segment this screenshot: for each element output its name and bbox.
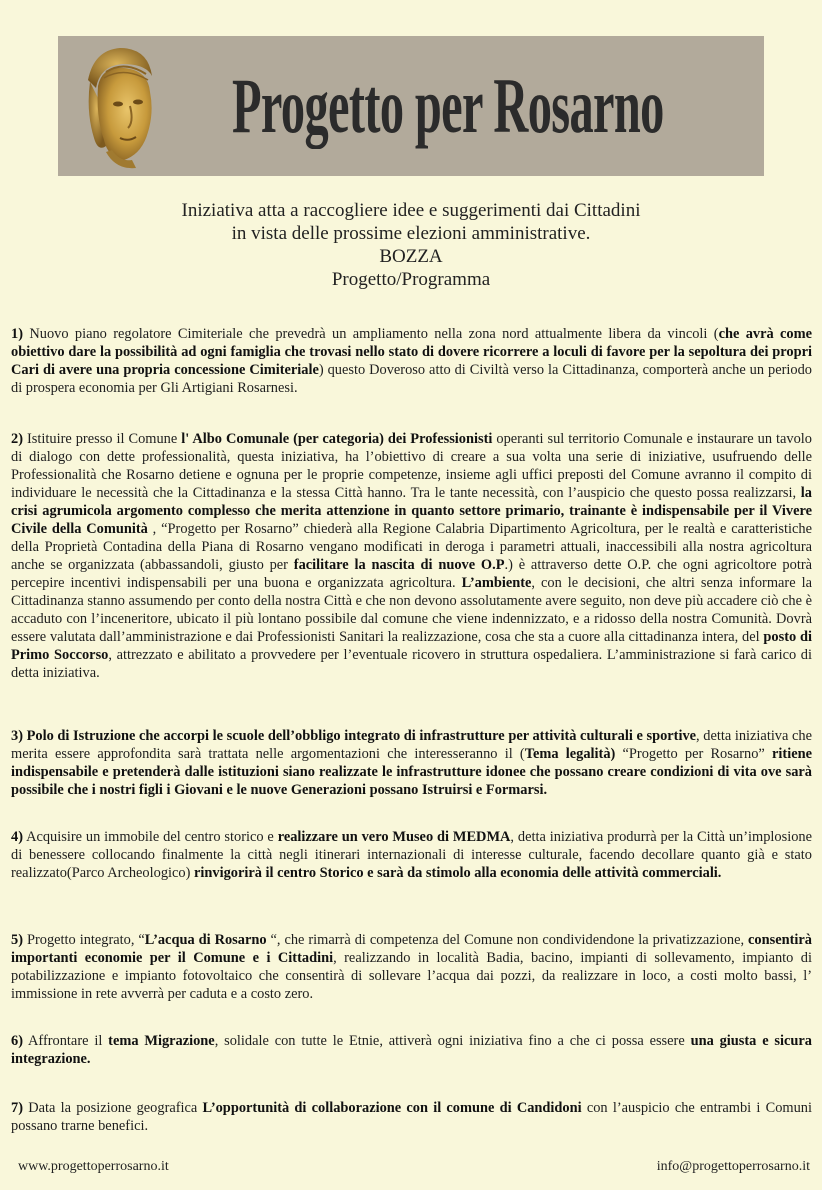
emphasis-text: la crisi agrumicola argomento complesso che merita attenzione in quanto settore primario, trainante è indispensabile per il Vivere Civile della Comunità <box>11 485 812 537</box>
body-text: , detta iniziativa che merita essere approfondita sarà trattata nelle argomentazioni che interesseranno il ( <box>11 728 812 762</box>
emphasis-text: l' Albo Comunale (per categoria) dei Professionisti <box>181 431 493 447</box>
body-text: , solidale con tutte le Etnie, attiverà ogni iniziativa fino a che ci possa essere <box>214 1033 691 1049</box>
emphasis-text: L’acqua di Rosarno <box>144 932 267 948</box>
emphasis-text: 4) <box>11 829 23 845</box>
emphasis-text: rinvigorirà il centro Storico e sarà da stimolo alla economia delle attività commerciali. <box>194 865 722 881</box>
body-text: ) questo Doveroso atto di Civiltà verso la Cittadinanza, comporterà anche un periodo di prospera economia per Gli Artigiani Rosarnesi. <box>11 362 812 396</box>
emphasis-text: ritiene indispensabile e pretenderà dalle istituzioni siano realizzate le infrastrutture idonee che possano creare condizioni di vita ove sarà possibile che i nostri figli i Giovani e le nuove Generazioni possano Istruirsi e Formarsi. <box>11 746 812 798</box>
program-point-7 <box>11 1099 812 1135</box>
body-text: Acquisire un immobile del centro storico e <box>23 829 278 845</box>
emphasis-text: 5) <box>11 932 23 948</box>
body-text: , con le decisioni, che altri senza informare la Cittadinanza stanno assumendo per conto della nostra Città e che non devono assolutamente avere seguito, non deve più accadere ciò che è accaduto con l’inceneritore, ubicato il più lontano possibile dal comune che viene indennizzato, e a ridosso della nostra Comunità. Dovrà essere valutata dall’amministrazione e dai Professionisti Sanitari la realizzazione, cosa che sta a cuore alla cittadinanza intera, del <box>11 575 812 645</box>
emphasis-text: 1) <box>11 326 23 342</box>
program-point-2 <box>11 430 812 682</box>
website-link[interactable]: www.progettoperrosarno.it <box>18 1159 169 1174</box>
emphasis-text: 3) Polo di Istruzione che accorpi le scuole dell’obbligo integrato di infrastrutture per attività culturali e sportive <box>11 728 697 744</box>
body-text: , realizzando in località Badia, bacino, impianti di sollevamento, impianto di potabilizzazione e impianto fotovoltaico che consentirà di sollevare l’acqua dai pozzi, da realizzare in loco, a costi molto bassi, l’ immissione in rete avverrà per caduta e a costo zero. <box>11 950 813 1002</box>
emphasis-text: che avrà come obiettivo dare la possibilità ad ogni famiglia che trovasi nello stato di dovere ricorrere a loculi di favore per la sepoltura dei propri Cari di avere una propria concessione Cimiteriale <box>11 326 812 378</box>
draft-label: BOZZA <box>379 246 443 267</box>
header-banner <box>58 36 764 176</box>
program-point-4 <box>11 828 812 882</box>
body-text: Nuovo piano regolatore Cimiteriale che prevedrà un ampliamento nella zona nord attualmente libera da vincoli ( <box>23 326 719 342</box>
emphasis-text: una giusta e sicura integrazione. <box>11 1033 813 1067</box>
email-link[interactable]: info@progettoperrosarno.it <box>656 1159 810 1174</box>
emphasis-text: 6) <box>11 1033 23 1049</box>
site-title: Progetto per Rosarno <box>232 62 664 149</box>
emphasis-text: L’ambiente <box>461 575 532 591</box>
program-point-5 <box>11 931 812 1003</box>
body-text: Istituire presso il Comune <box>23 431 182 447</box>
body-text: , “Progetto per Rosarno” chiederà alla Regione Calabria Dipartimento Agricoltura, per le realtà e caratteristiche della Proprietà Contadina della Piana di Rosarno vengano modificati in deroga i parametri attuali, inaccessibili alla nostra agricoltura anche se organizzata (abbassandoli, giusto per <box>11 521 812 573</box>
intro-line: Iniziativa atta a raccogliere idee e suggerimenti dai Cittadini <box>181 200 641 221</box>
emphasis-text: Tema legalità) <box>524 746 616 762</box>
program-point-3 <box>11 727 812 799</box>
body-text: Progetto integrato, “ <box>23 932 145 948</box>
emphasis-text: consentirà importanti economie per il Comune e i Cittadini <box>11 932 812 966</box>
intro-line: in vista delle prossime elezioni amministrative. <box>231 223 591 244</box>
body-text: Affrontare il <box>23 1033 109 1049</box>
emphasis-text: L’opportunità di collaborazione con il comune di Candidoni <box>202 1100 582 1116</box>
emphasis-text: posto di Primo Soccorso <box>11 629 812 663</box>
body-text: , detta iniziativa produrrà per la Città un’implosione di benessere collocando finalmente la città negli itinerari internazionali di interesse culturale, facendo decollare quanto già e stato realizzato(Parco Archeologico) <box>11 829 812 881</box>
emphasis-text: tema Migrazione <box>108 1033 215 1049</box>
body-text: con l’auspicio che entrambi i Comuni possano trarne benefici. <box>11 1100 812 1134</box>
body-text: “Progetto per Rosarno” <box>615 746 773 762</box>
emphasis-text: 7) <box>11 1100 23 1116</box>
intro-block <box>100 199 722 291</box>
body-text: .) è attraverso dette O.P. che ogni agricoltore potrà percepire incentivi indispensabili per una buona e organizzata agricoltura. <box>11 557 813 591</box>
emphasis-text: 2) <box>11 431 23 447</box>
body-text: operanti sul territorio Comunale e instaurare un tavolo di dialogo con dette professionalità, questa iniziativa, ha l’obiettivo di creare a sua volta una serie di iniziative, usufruendo delle Professionalità che Rosarno detiene e ognuna per le proprie competenze, insieme agli uffici preposti del Comune avranno il compito di individuare le necessità che la Cittadinanza e la stessa Città hanno. Tra le tante necessità, con l’auspicio che questo possa realizzarsi, <box>11 431 812 501</box>
greek-head-sculpture-icon <box>76 42 162 172</box>
body-text: Data la posizione geografica <box>23 1100 203 1116</box>
body-text: , attrezzato e abilitato a provvedere per l’eventuale ricovero in struttura ospedaliera. L’amministrazione si farà carico di detta iniziativa. <box>11 647 812 681</box>
program-point-1 <box>11 325 812 397</box>
document-subtitle: Progetto/Programma <box>331 269 491 290</box>
emphasis-text: realizzare un vero Museo di MEDMA <box>277 829 511 845</box>
program-point-6 <box>11 1032 812 1068</box>
emphasis-text: facilitare la nascita di nuove O.P <box>293 557 505 573</box>
body-text: “, che rimarrà di competenza del Comune non condividendone la privatizzazione, <box>266 932 749 948</box>
